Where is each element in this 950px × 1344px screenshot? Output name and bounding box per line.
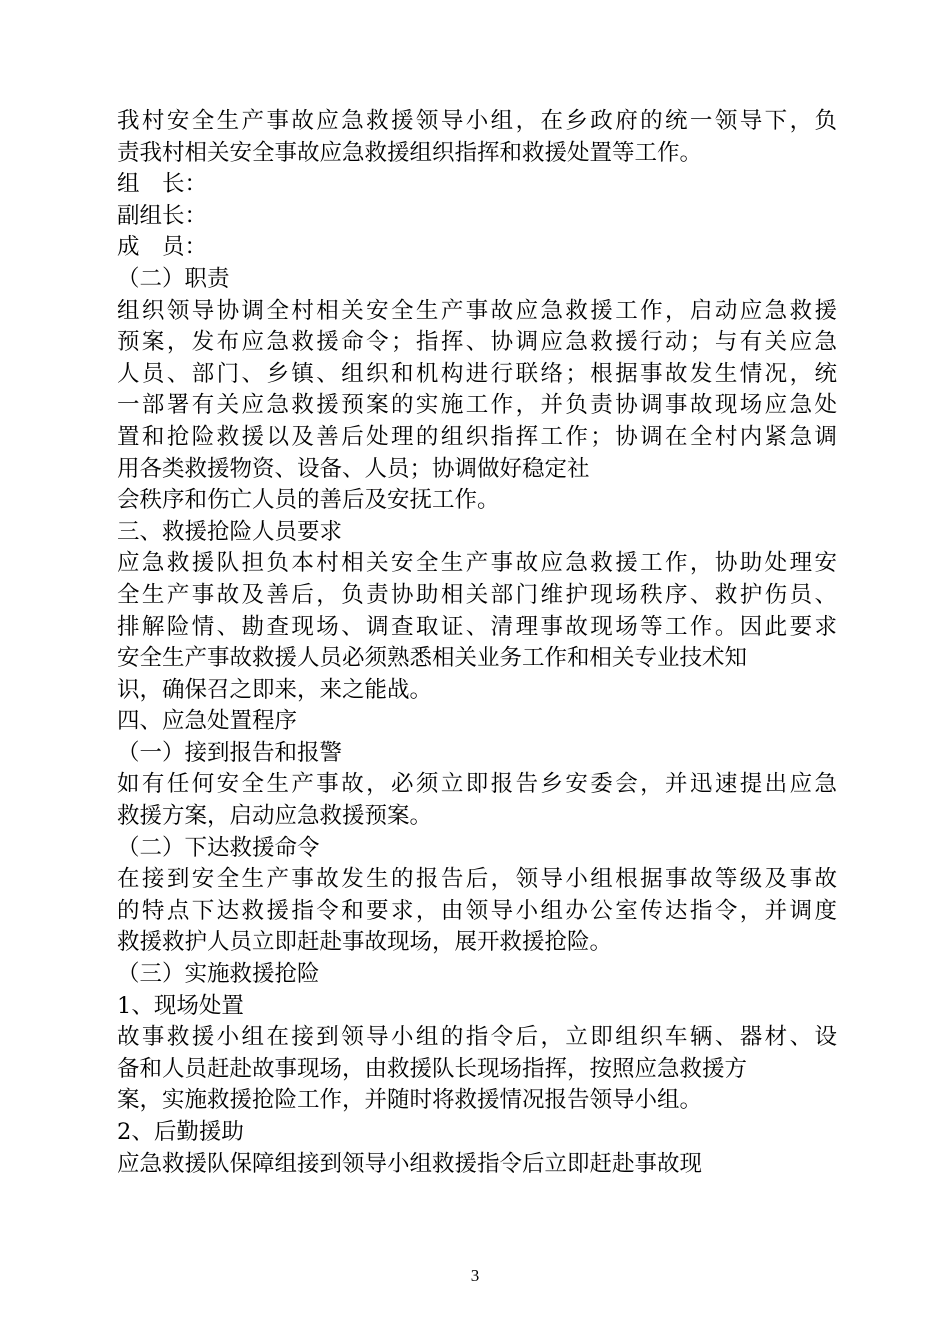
text-line: 全生产事故及善后，负责协助相关部门维护现场秩序、救护伤员、 (117, 581, 837, 608)
text-line: 组 长： (117, 171, 208, 198)
text-line: 人员、部门、乡镇、组织和机构进行联络；根据事故发生情况，统 (117, 360, 837, 387)
text-line: 四、应急处置程序 (117, 708, 298, 735)
body-text (117, 106, 837, 1180)
text-line: 2、后勤援助 (117, 1119, 244, 1145)
text-line: 故事救援小组在接到领导小组的指令后，立即组织车辆、器材、设 (117, 1024, 837, 1051)
text-line: 预案，发布应急救援命令；指挥、协调应急救援行动；与有关应急 (117, 329, 837, 356)
text-line: 置和抢险救援以及善后处理的组织指挥工作；协调在全村内紧急调 (117, 423, 837, 450)
text-line: 救援方案，启动应急救援预案。 (117, 803, 433, 830)
text-line: 如有任何安全生产事故，必须立即报告乡安委会，并迅速提出应急 (117, 771, 837, 798)
text-line: 组织领导协调全村相关安全生产事故应急救援工作，启动应急救援 (117, 297, 837, 324)
text-line: 安全生产事故救援人员必须熟悉相关业务工作和相关专业技术知 (117, 645, 748, 672)
text-line: 三、救援抢险人员要求 (117, 518, 343, 545)
text-line: 用各类救援物资、设备、人员；协调做好稳定社 (117, 455, 590, 482)
text-line: 应急救援队担负本村相关安全生产事故应急救援工作，协助处理安 (117, 550, 837, 577)
text-line: （二）下达救援命令 (117, 834, 320, 861)
text-line: 排解险情、勘查现场、调查取证、清理事故现场等工作。因此要求 (117, 613, 837, 640)
text-line: 救援救护人员立即赶赴事故现场，展开救援抢险。 (117, 929, 613, 956)
text-line: 案，实施救援抢险工作，并随时将救援情况报告领导小组。 (117, 1087, 703, 1114)
text-line: 识，确保召之即来，来之能战。 (117, 676, 433, 703)
text-line: （二）职责 (117, 265, 230, 292)
text-line: 的特点下达救援指令和要求，由领导小组办公室传达指令，并调度 (117, 897, 837, 924)
page-number: 3 (470, 1266, 480, 1285)
text-line: 会秩序和伤亡人员的善后及安抚工作。 (117, 487, 500, 514)
text-line: 在接到安全生产事故发生的报告后，领导小组根据事故等级及事故 (117, 866, 837, 893)
text-line: 备和人员赶赴故事现场，由救援队长现场指挥，按照应急救援方 (117, 1055, 748, 1082)
text-line: 一部署有关应急救援预案的实施工作，并负责协调事故现场应急处 (117, 392, 837, 419)
text-line: 我村安全生产事故应急救援领导小组，在乡政府的统一领导下，负 (117, 108, 837, 134)
text-line: 副组长： (117, 202, 208, 229)
text-line: 1、现场处置 (117, 992, 244, 1019)
text-line: （一）接到报告和报警 (117, 739, 343, 766)
text-line: （三）实施救援抢险 (117, 961, 320, 988)
text-line: 应急救援队保障组接到领导小组救援指令后立即赶赴事故现 (117, 1150, 703, 1177)
text-line: 责我村相关安全事故应急救援组织指挥和救援处置等工作。 (117, 139, 703, 166)
text-line: 成 员： (117, 234, 208, 261)
